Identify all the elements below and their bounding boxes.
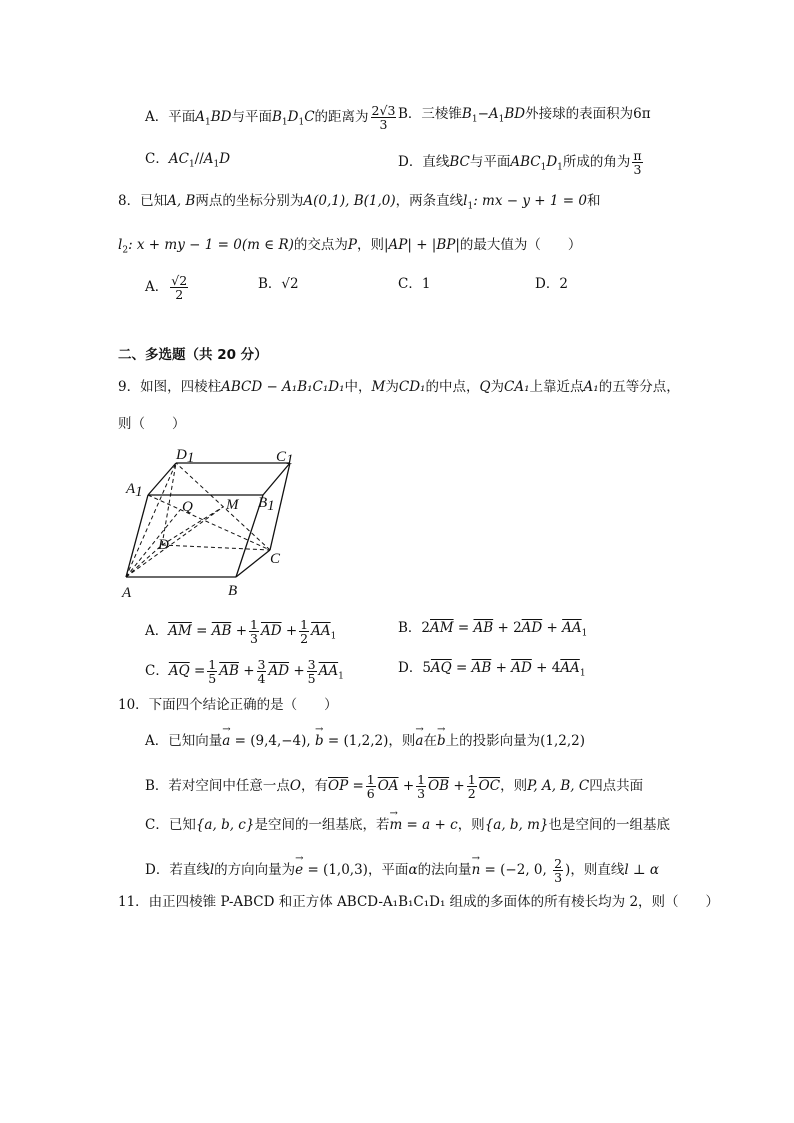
section-heading: 二、多选题（共 20 分） <box>118 347 268 363</box>
q8-option-d: D．2 <box>535 276 568 292</box>
q9-option-a: A．$\overline{AM} = \overline{AB}$ + $\frac{1}{3}$ $\overline{AD}$ + $\frac{1}{2}$ $\overline{AA}_1$ <box>145 617 337 646</box>
label-a: A <box>122 585 132 601</box>
edge-a-a1 <box>126 495 148 577</box>
q8-stem-line1: 8．已知A, B两点的坐标分别为A(0,1), B(1,0)，两条直线$l_1$: mx − y + 1 = 0和 <box>118 193 601 212</box>
q9-option-b: B．$2\overline{AM} = \overline{AB} + 2\overline{AD} + \overline{AA}_1$ <box>398 620 588 639</box>
q10-option-c: C．已知{a, b, c}是空间的一组基底，若→ m = a + c，则{a, b, m}也是空间的一组基底 <box>145 815 670 835</box>
label-c: C <box>270 551 281 567</box>
q7-option-d: D．直线BC与平面$ABC_1D_1$所成的角为 $\frac{\pi}{3}$ <box>398 148 642 177</box>
label-q: Q <box>182 499 193 515</box>
q10-option-d: D．若直线l的方向向量为→ e = (1,0,3)，平面α的法向量→ n = (−2, 0, $\frac{2}{3}$ )，则直线l ⊥ α <box>145 857 659 884</box>
q7-option-c: C．$AC_1//A_1D$ <box>145 151 231 170</box>
label-d1: D1 <box>176 447 195 466</box>
q10-stem: 10．下面四个结论正确的是（ ） <box>118 697 338 713</box>
label-c1: C1 <box>276 449 294 468</box>
q9-option-c: C．$\overline{AQ}$ = $\frac{1}{5}$ $\overline{AB}$ + $\frac{3}{4}$ $\overline{AD}$ + $\frac{3}{5}$ $\overline{AA}_1$ <box>145 657 344 686</box>
label-b: B <box>228 583 238 599</box>
q10-option-b: B．若对空间中任意一点O，有$\overline{OP}$ = $\frac{1}{6}$ $\overline{OA}$ + $\frac{1}{3}$ $\overline{OB}$ + $\frac{1}{2}$ $\overline{OC}$，则P, A, B, C四点共面 <box>145 772 644 801</box>
edge-a-d <box>126 545 162 577</box>
label-m: M <box>226 497 239 513</box>
edge-d-c <box>162 545 270 550</box>
q10-option-a: A．已知向量→ a = (9,4,−4), → b = (1,2,2)，则→ a在→ b上的投影向量为(1,2,2) <box>145 731 585 751</box>
prism-figure <box>118 445 318 605</box>
q11-stem: 11．由正四棱锥 P-ABCD 和正方体 ABCD-A₁B₁C₁D₁ 组成的多面体的所有棱长均为 2，则（ ） <box>118 894 720 910</box>
label-a1: A1 <box>126 481 143 500</box>
q9-stem-line1: 9．如图，四棱柱ABCD − A₁B₁C₁D₁中，M为CD₁的中点，Q为CA₁上靠近点A₁的五等分点， <box>118 379 680 395</box>
diag-a-m <box>126 507 223 577</box>
q8-option-c: C．1 <box>398 276 431 292</box>
q9-option-d: D．$5\overline{AQ} = \overline{AB} + \overline{AD} + 4\overline{AA}_1$ <box>398 660 586 679</box>
q9-stem-line2: 则（ ） <box>118 416 186 432</box>
q8-option-a: A． $\frac{√2}{2}$ <box>145 273 188 302</box>
edge-a1-d1 <box>148 463 176 495</box>
q7-option-b: B．三棱锥$B_1-A_1BD$外接球的表面积为6π <box>398 106 651 125</box>
label-d: D <box>158 537 169 553</box>
label-b1: B1 <box>258 495 275 514</box>
q7-option-a: A．平面$A_1BD$与平面$B_1D_1C$的距离为 $\frac{2√3}{3}$ <box>145 103 396 132</box>
q8-option-b: B．√2 <box>258 276 299 292</box>
q8-stem-line2: $l_2$: x + my − 1 = 0(m ∈ R)的交点为P，则|AP| + |BP|的最大值为（ ） <box>118 237 582 256</box>
